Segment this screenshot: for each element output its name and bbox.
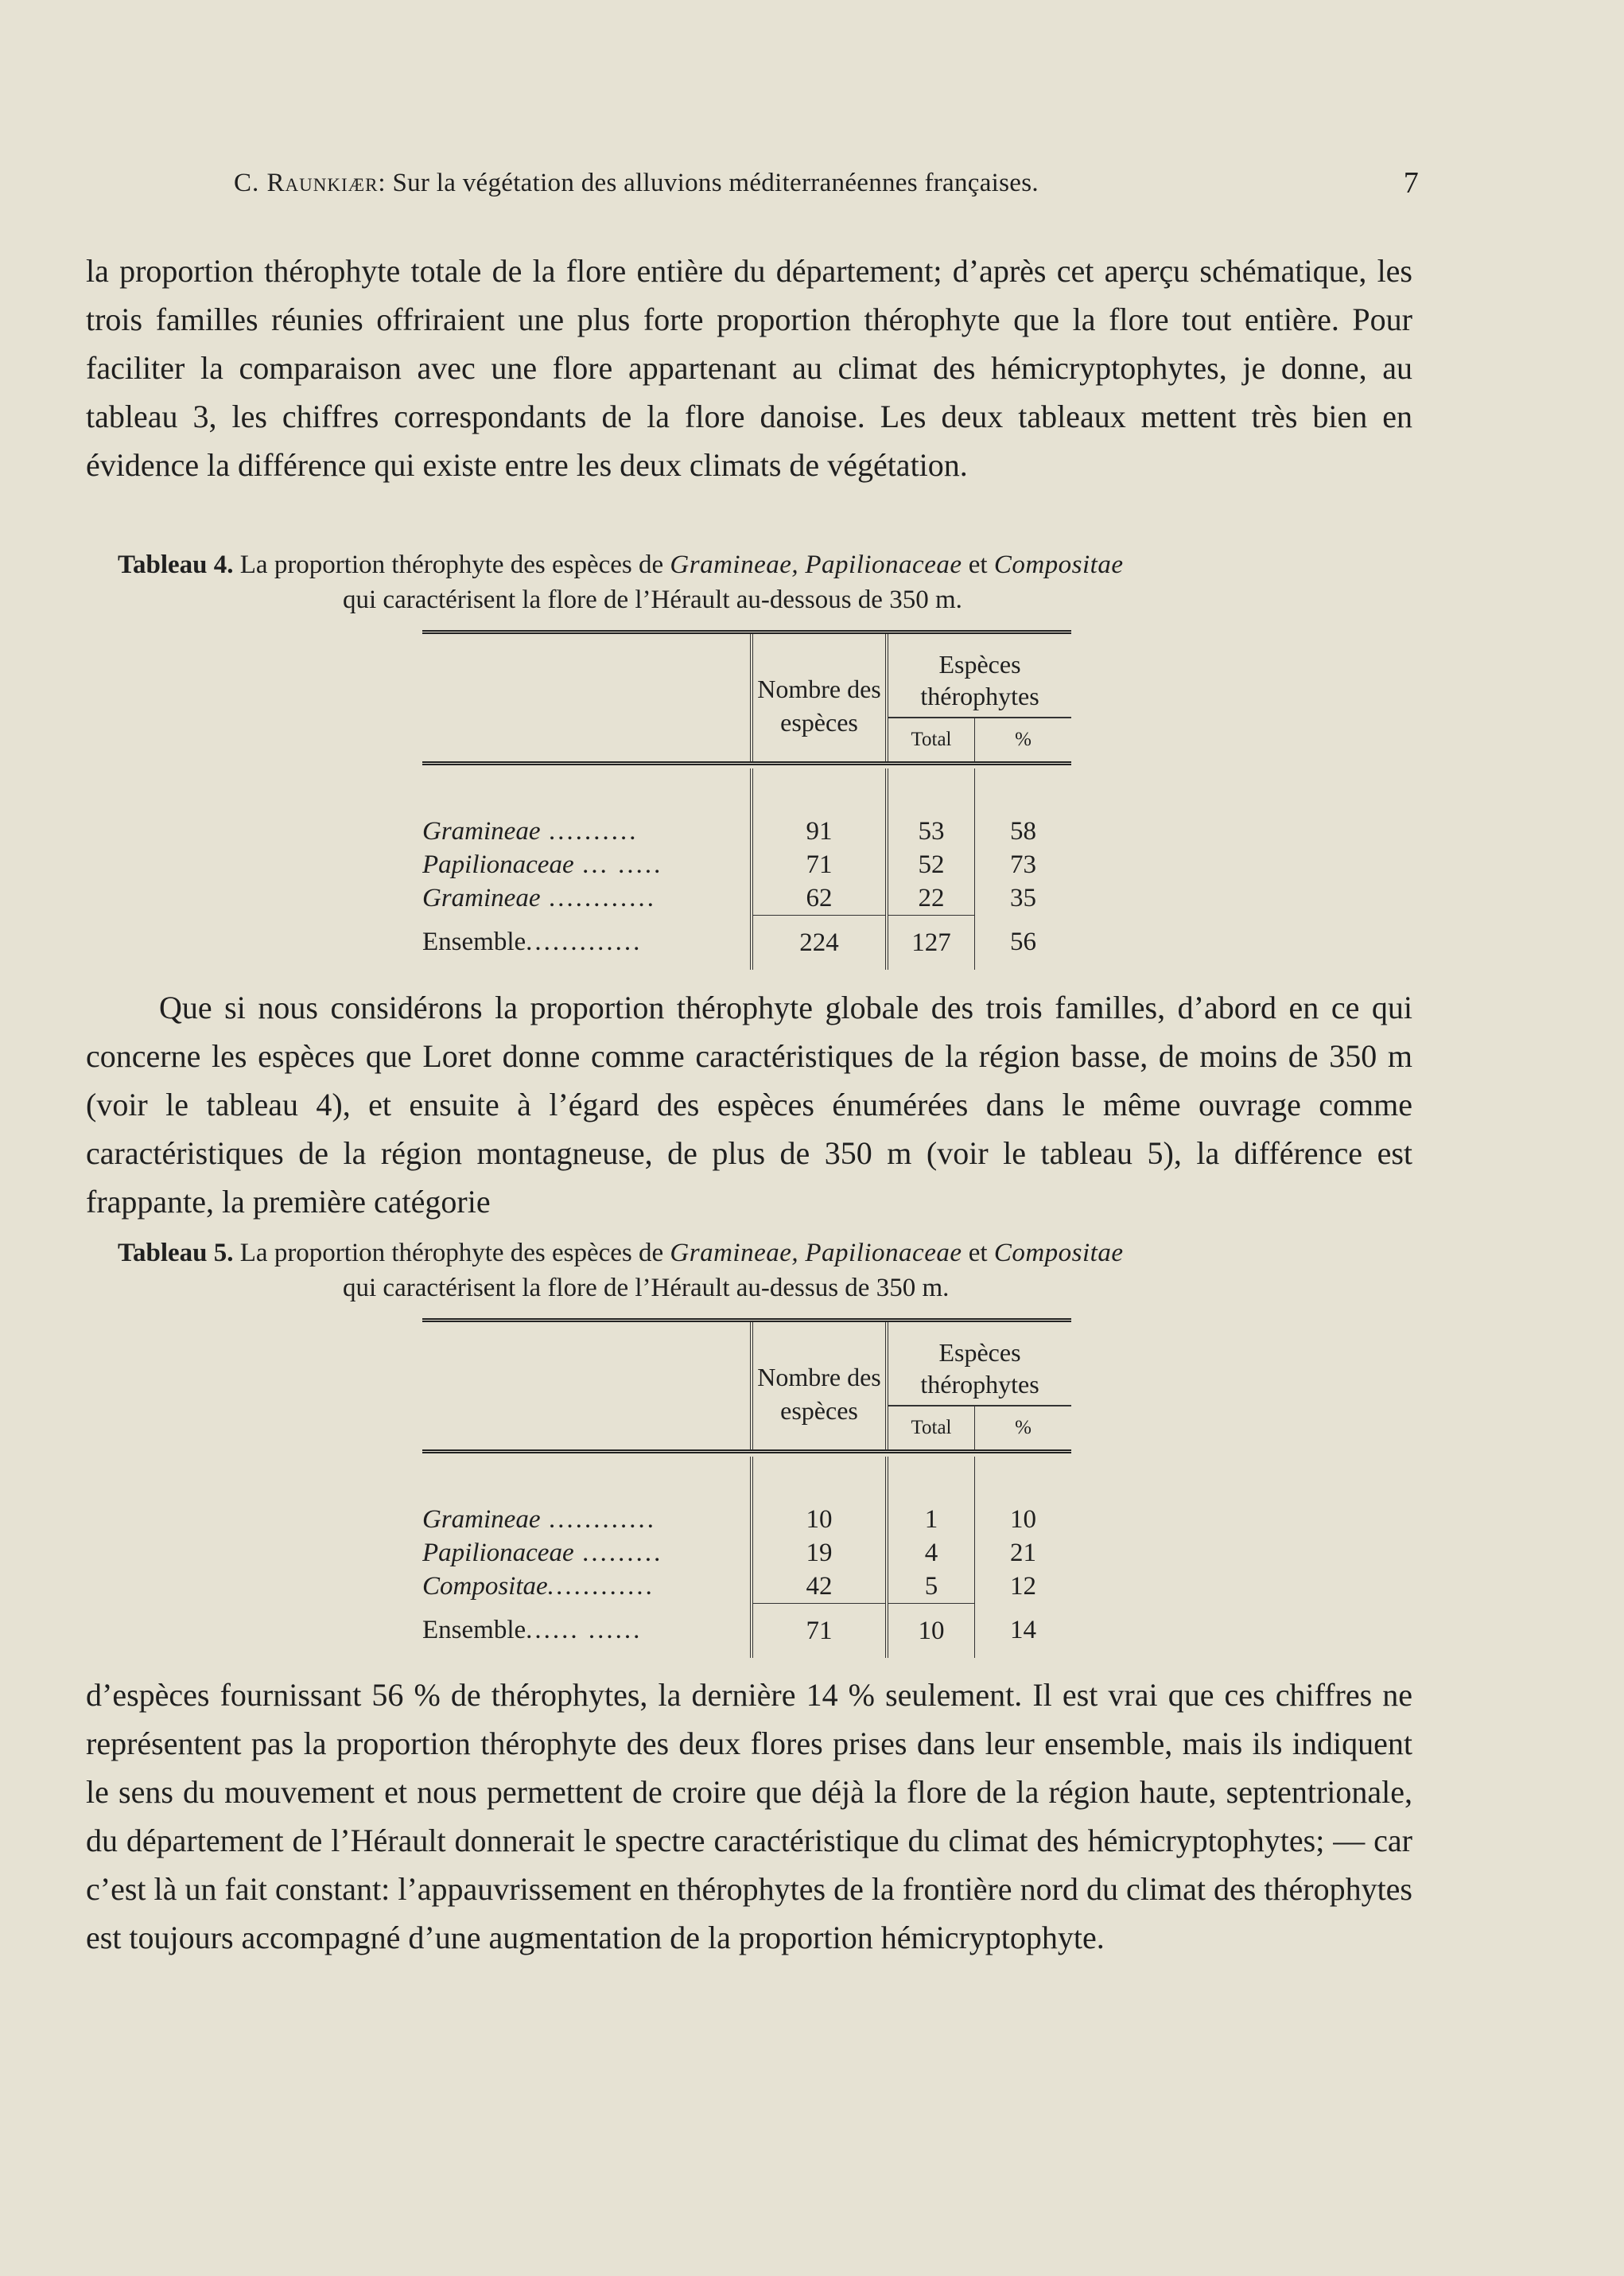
ensemble-dots: ............. [526,928,643,957]
row-dots: ............ [540,883,657,912]
table5-fam2: Papilionaceae [805,1239,962,1267]
row-name: Gramineae [422,1504,541,1534]
paragraph-3-text: d’espèces fournissant 56 % de thérophytes, la dernière 14 % seulement. Il est vrai que ces chiffres ne représentent pas la proportion thérophyte des deux flores prises dans leur ensemble, mais ils indiquent le sens du mouvement et nous permettent de croire que déjà la flore de la région haute, septentrionale, du département de l’Hérault donnerait le spectre caractéristique du climat des hémicryptophytes; — car c’est là un fait constant: l’appauvrissement en thérophytes de la frontière nord du climat des thérophytes est toujours accompagné d’une augmentation de la proportion hémicryptophyte. [86,1677,1412,1955]
table4-col-nombre: Nombre des espèces [752,634,887,764]
row-total: 52 [887,848,975,881]
table5-caption [118,1235,1382,1305]
table4-fam1: Gramineae, [670,551,799,579]
row-dots: .......... [540,816,639,846]
paragraph-1-text: la proportion thérophyte totale de la flore entière du département; d’après cet aperçu schématique, les trois familles réunies offriraient une plus forte proportion thérophyte que la flore tout entière. Pour faciliter la comparaison avec une flore appartenant au climat des hémicryptophytes, je donne, au tableau 3, les chiffres correspondants de la flore danoise. Les deux tableaux mettent très bien en évidence la différence qui existe entre les deux climats de végétation. [86,253,1412,483]
table4-et: et [968,551,988,579]
table4-caption-line2: qui caractérisent la flore de l’Hérault au-dessous de 350 m. [343,586,962,614]
ensemble-total: 10 [887,1604,975,1659]
ensemble-dots: ...... ...... [526,1616,643,1645]
table4-label: Tableau 4. [118,551,234,579]
ensemble-label: Ensemble [422,928,526,957]
row-pct: 12 [1010,1571,1036,1601]
table4-fam3: Compositae [993,551,1124,579]
table5 [422,1318,1071,1658]
table5-fam3: Compositae [993,1239,1124,1267]
row-total: 53 [887,815,975,848]
table4 [422,630,1071,970]
row-name: Gramineae [422,883,541,912]
paragraph-3 [86,1671,1412,1962]
row-pct: 58 [1010,816,1036,846]
row-nombre: 10 [752,1503,887,1536]
table4-fam2: Papilionaceae [805,551,962,579]
row-dots: ......... [573,1538,664,1567]
table5-fam1: Gramineae, [670,1239,799,1267]
row-dots: ............ [547,1571,655,1601]
table-row [422,848,1071,881]
row-nombre: 91 [752,815,887,848]
row-name: Papilionaceae [422,850,574,879]
table5-ensemble-row [422,1604,1071,1659]
table-row [422,881,1071,916]
row-name: Gramineae [422,816,541,846]
row-pct: 10 [1010,1504,1036,1534]
paragraph-1 [86,247,1412,489]
paragraph-2 [86,983,1412,1226]
row-dots: ... ..... [573,850,664,879]
page-number: 7 [1403,166,1419,200]
table4-col-especes: Espèces thérophytes [920,650,1039,710]
paragraph-2-text: Que si nous considérons la proportion thérophyte globale des trois familles, d’abord en ce qui concerne les espèces que Loret donne comme caractéristiques de la région basse, de moins de 350 m (voir le tableau 4), et ensuite à l’égard des espèces énumérées dans le même ouvrage comme caractéristiques de la région montagneuse, de plus de 350 m (voir le tableau 5), la différence est frappante, la première catégorie [86,990,1412,1220]
table5-col-total: Total [887,1406,975,1452]
row-nombre: 62 [752,881,887,916]
row-pct: 21 [1010,1538,1036,1567]
ensemble-nombre: 224 [752,916,887,971]
table-row [422,815,1071,848]
row-pct: 73 [1010,850,1036,879]
table5-col-pct: % [975,1406,1072,1452]
table5-caption-pre: La proportion thérophyte des espèces de [239,1239,664,1267]
ensemble-pct: 14 [1010,1616,1036,1645]
table5-et: et [968,1239,988,1267]
table-row [422,1503,1071,1536]
table4-caption-pre: La proportion thérophyte des espèces de [239,551,664,579]
table4-col-total: Total [887,718,975,764]
table4-col-pct: % [975,718,1072,764]
row-nombre: 19 [752,1536,887,1570]
header-author: C. Raunkiær [234,169,379,197]
running-header: C. Raunkiær: Sur la végétation des alluvions méditerranéennes françaises. 7 [234,166,1419,200]
table5-stub-header [422,1322,752,1452]
header-title: Sur la végétation des alluvions méditerranéennes françaises. [392,169,1039,197]
ensemble-label: Ensemble [422,1616,526,1645]
row-nombre: 71 [752,848,887,881]
row-total: 4 [887,1536,975,1570]
row-dots: ............ [540,1504,657,1534]
row-name: Papilionaceae [422,1538,574,1567]
row-total: 22 [887,881,975,916]
table4-caption [118,547,1382,617]
table4-stub-header [422,634,752,764]
table5-label: Tableau 5. [118,1239,234,1267]
row-nombre: 42 [752,1570,887,1604]
table5-col-especes: Espèces thérophytes [920,1338,1039,1399]
table-row [422,1570,1071,1604]
row-pct: 35 [1010,883,1036,912]
row-name: Compositae [422,1571,548,1601]
table5-col-nombre: Nombre des espèces [752,1322,887,1452]
table5-caption-line2: qui caractérisent la flore de l’Hérault au-dessus de 350 m. [343,1274,950,1302]
ensemble-pct: 56 [1010,928,1036,957]
table4-ensemble-row [422,916,1071,971]
table-row [422,1536,1071,1570]
row-total: 5 [887,1570,975,1604]
ensemble-total: 127 [887,916,975,971]
row-total: 1 [887,1503,975,1536]
ensemble-nombre: 71 [752,1604,887,1659]
